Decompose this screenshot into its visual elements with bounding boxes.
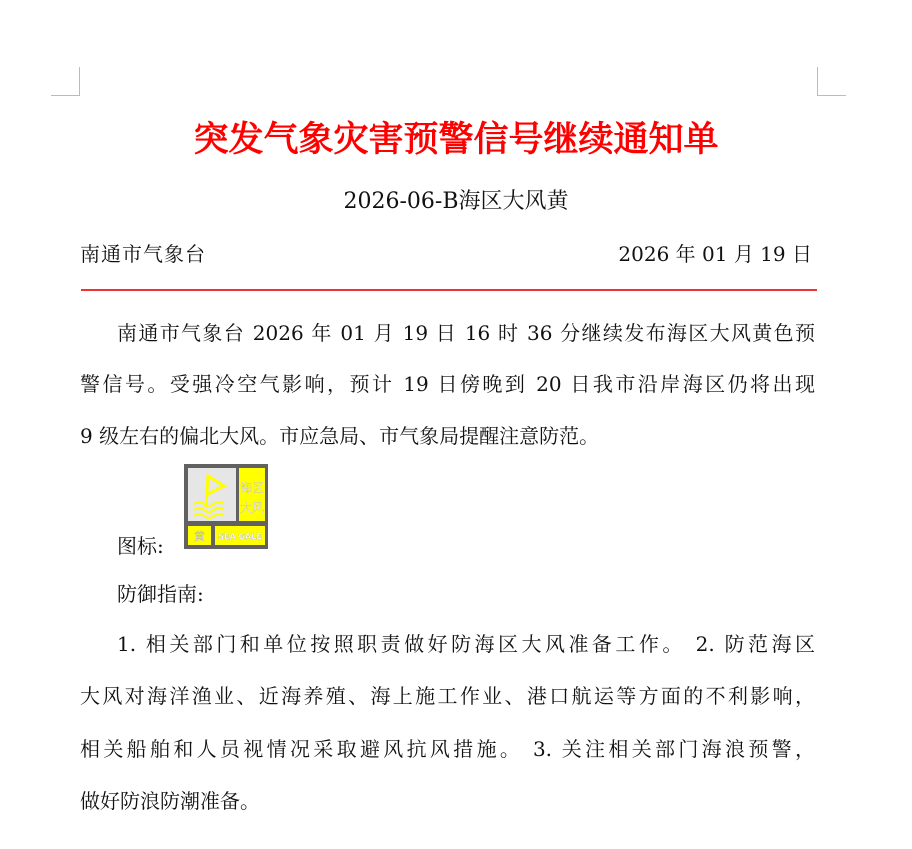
body-line: 警信号。受强冷空气影响，预计 19 日傍晚到 20 日我市沿岸海区仍将出现 (80, 372, 815, 396)
svg-text:海区: 海区 (239, 481, 265, 495)
guide-line: 做好防浪防潮准备。 (80, 789, 260, 813)
icon-label: 图标: (117, 534, 164, 558)
document-title: 突发气象灾害预警信号继续通知单 (193, 119, 719, 160)
body-line: 南通市气象台 2026 年 01 月 19 日 16 时 36 分继续发布海区大风黄色预 (117, 321, 815, 345)
guide-line: 相关船舶和人员视情况采取避风抗风措施。 3. 关注相关部门海浪预警， (80, 737, 815, 761)
issuer: 南通市气象台 (80, 242, 206, 266)
sea-gale-yellow-warning-icon (184, 464, 268, 549)
page-corner-mark-right (817, 67, 846, 96)
page-corner-mark-left (51, 67, 80, 96)
guide-line: 大风对海洋渔业、近海养殖、海上施工作业、港口航运等方面的不利影响， (80, 684, 815, 708)
body-line: 9 级左右的偏北大风。市应急局、市气象局提醒注意防范。 (80, 424, 600, 448)
red-divider (81, 289, 817, 291)
guide-line: 1. 相关部门和单位按照职责做好防海区大风准备工作。 2. 防范海区 (117, 632, 815, 656)
issue-date: 2026 年 01 月 19 日 (618, 242, 812, 266)
guide-title: 防御指南: (117, 582, 204, 606)
svg-text:大风: 大风 (239, 501, 265, 515)
svg-text:黄: 黄 (194, 530, 205, 543)
svg-text:SEA GALE: SEA GALE (218, 532, 262, 541)
document-subtitle: 2026-06-B海区大风黄 (343, 189, 569, 214)
